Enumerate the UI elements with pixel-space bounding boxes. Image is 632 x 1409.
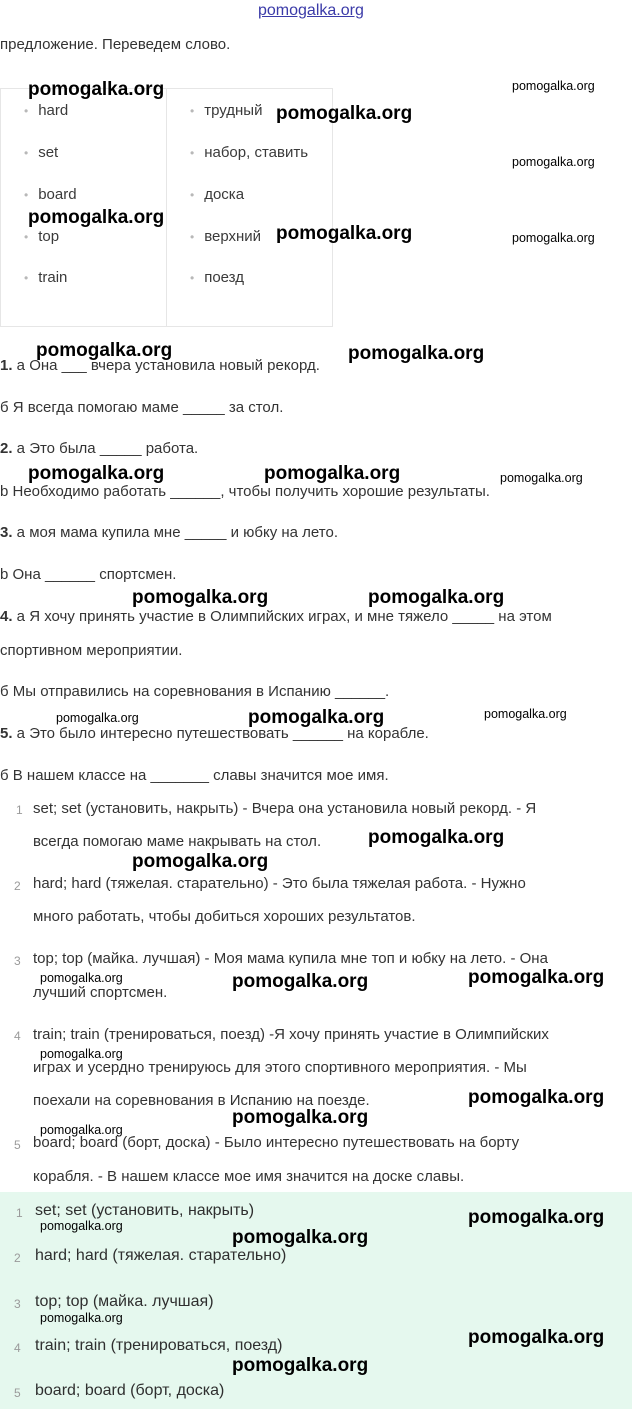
exercise-number: 3. bbox=[0, 524, 13, 541]
exercise-text: б В нашем классе на _______ славы значится мое имя. bbox=[0, 767, 389, 784]
vocab-en-text: train bbox=[38, 269, 68, 286]
watermark: pomogalka.org bbox=[40, 1311, 123, 1325]
vocab-ru-text: доска bbox=[204, 186, 245, 203]
answer-line: top; top (майка. лучшая) - Моя мама купила мне топ и юбку на лето. - Она bbox=[33, 950, 548, 967]
exercise-line bbox=[0, 767, 389, 784]
exercise-text: а моя мама купила мне _____ и юбку на лето. bbox=[12, 524, 338, 541]
watermark: pomogalka.org bbox=[468, 1207, 605, 1228]
watermark: pomogalka.org bbox=[368, 587, 505, 608]
watermark: pomogalka.org bbox=[40, 1219, 123, 1233]
exercise-number: 5. bbox=[0, 725, 13, 742]
vocab-en-text: set bbox=[38, 144, 59, 161]
summary-number: 3 bbox=[14, 1297, 21, 1311]
exercise-line bbox=[0, 683, 389, 700]
watermark: pomogalka.org bbox=[40, 971, 123, 985]
watermark: pomogalka.org bbox=[276, 223, 413, 244]
watermark: pomogalka.org bbox=[276, 103, 413, 124]
exercise-text: а Она ___ вчера установила новый рекорд. bbox=[12, 357, 320, 374]
vocab-en-text: hard bbox=[38, 102, 69, 119]
exercise-text: б Я всегда помогаю маме _____ за стол. bbox=[0, 399, 284, 416]
exercise-text: а Это была _____ работа. bbox=[12, 440, 199, 457]
exercise-line bbox=[0, 642, 182, 659]
exercise-text: b Необходимо работать ______, чтобы получить хорошие результаты. bbox=[0, 483, 490, 500]
exercise-text: спортивном мероприятии. bbox=[0, 642, 183, 659]
watermark: pomogalka.org bbox=[232, 1227, 369, 1248]
watermark: pomogalka.org bbox=[28, 79, 165, 100]
watermark: pomogalka.org bbox=[264, 463, 401, 484]
watermark: pomogalka.org bbox=[512, 231, 595, 245]
answer-line: корабля. - В нашем классе мое имя значится на доске славы. bbox=[33, 1168, 465, 1185]
summary-item: hard; hard (тяжелая. старательно) bbox=[35, 1247, 287, 1264]
summary-item: top; top (майка. лучшая) bbox=[35, 1293, 214, 1310]
site-link[interactable]: pomogalka.org bbox=[258, 2, 364, 19]
vocab-ru-text: набор, ставить bbox=[204, 144, 309, 161]
exercise-number: 1. bbox=[0, 357, 13, 374]
answer-line: board; board (борт, доска) - Было интересно путешествовать на борту bbox=[33, 1134, 520, 1151]
exercise-line bbox=[0, 483, 490, 500]
vocab-en-item bbox=[24, 102, 68, 119]
summary-number: 4 bbox=[14, 1341, 21, 1355]
answer-number: 3 bbox=[14, 954, 21, 968]
summary-item: board; board (борт, доска) bbox=[35, 1382, 225, 1399]
summary-number: 2 bbox=[14, 1251, 21, 1265]
watermark: pomogalka.org bbox=[132, 851, 269, 872]
vocab-en-text: board bbox=[38, 186, 77, 203]
intro-text: предложение. Переведем слово. bbox=[0, 36, 231, 53]
answer-number: 2 bbox=[14, 879, 21, 893]
watermark: pomogalka.org bbox=[248, 707, 385, 728]
exercise-line bbox=[0, 440, 198, 457]
watermark: pomogalka.org bbox=[28, 207, 165, 228]
vocab-en-item bbox=[24, 144, 58, 161]
watermark: pomogalka.org bbox=[468, 967, 605, 988]
summary-number: 1 bbox=[16, 1206, 23, 1220]
vocab-ru-text: поезд bbox=[204, 269, 244, 286]
watermark: pomogalka.org bbox=[36, 340, 173, 361]
vocab-ru-item bbox=[190, 186, 244, 203]
watermark: pomogalka.org bbox=[512, 155, 595, 169]
watermark: pomogalka.org bbox=[40, 1047, 123, 1061]
answer-number: 5 bbox=[14, 1138, 21, 1152]
answer-line: играх и усердно тренируюсь для этого спортивного мероприятия. - Мы bbox=[33, 1059, 527, 1076]
answer-line: train; train (тренироваться, поезд) -Я хочу принять участие в Олимпийских bbox=[33, 1026, 549, 1043]
vocab-ru-item bbox=[190, 144, 308, 161]
answer-line: поехали на соревнования в Испанию на поезде. bbox=[33, 1092, 370, 1109]
exercise-number: 2. bbox=[0, 440, 13, 457]
answer-number: 1 bbox=[16, 803, 23, 817]
watermark: pomogalka.org bbox=[232, 1107, 369, 1128]
watermark: pomogalka.org bbox=[40, 1123, 123, 1137]
exercise-text: б Мы отправились на соревнования в Испанию ______. bbox=[0, 683, 390, 700]
exercise-number: 4. bbox=[0, 608, 13, 625]
watermark: pomogalka.org bbox=[484, 707, 567, 721]
watermark: pomogalka.org bbox=[368, 827, 505, 848]
answer-line: много работать, чтобы добиться хороших результатов. bbox=[33, 908, 416, 925]
exercise-text: а Я хочу принять участие в Олимпийских играх, и мне тяжело _____ на этом bbox=[12, 608, 552, 625]
answer-line: всегда помогаю маме накрывать на стол. bbox=[33, 833, 322, 850]
exercise-text: а Это было интересно путешествовать ______ на корабле. bbox=[12, 725, 429, 742]
vocab-ru-text: верхний bbox=[204, 228, 262, 245]
answer-line: hard; hard (тяжелая. старательно) - Это была тяжелая работа. - Нужно bbox=[33, 875, 526, 892]
exercise-line bbox=[0, 524, 338, 541]
exercise-line bbox=[0, 566, 176, 583]
vocab-ru-item bbox=[190, 102, 262, 119]
exercise-line bbox=[0, 608, 552, 625]
answer-number: 4 bbox=[14, 1029, 21, 1043]
vocab-en-item bbox=[24, 228, 59, 245]
answer-line: лучший спортсмен. bbox=[33, 984, 168, 1001]
vocab-divider bbox=[166, 88, 167, 327]
vocab-en-item bbox=[24, 186, 77, 203]
watermark: pomogalka.org bbox=[56, 711, 139, 725]
watermark: pomogalka.org bbox=[28, 463, 165, 484]
vocab-ru-item bbox=[190, 228, 261, 245]
vocab-en-item bbox=[24, 269, 67, 286]
summary-number: 5 bbox=[14, 1386, 21, 1400]
answer-line: set; set (установить, накрыть) - Вчера она установила новый рекорд. - Я bbox=[33, 800, 537, 817]
summary-item: set; set (установить, накрыть) bbox=[35, 1202, 255, 1219]
watermark: pomogalka.org bbox=[132, 587, 269, 608]
vocab-ru-item bbox=[190, 269, 244, 286]
watermark: pomogalka.org bbox=[468, 1087, 605, 1108]
summary-item: train; train (тренироваться, поезд) bbox=[35, 1337, 283, 1354]
exercise-text: b Она ______ спортсмен. bbox=[0, 566, 177, 583]
watermark: pomogalka.org bbox=[232, 1355, 369, 1376]
watermark: pomogalka.org bbox=[512, 79, 595, 93]
watermark: pomogalka.org bbox=[232, 971, 369, 992]
watermark: pomogalka.org bbox=[500, 471, 583, 485]
vocab-en-text: top bbox=[38, 228, 60, 245]
vocab-ru-text: трудный bbox=[204, 102, 263, 119]
exercise-line bbox=[0, 399, 283, 416]
watermark: pomogalka.org bbox=[468, 1327, 605, 1348]
watermark: pomogalka.org bbox=[348, 343, 485, 364]
